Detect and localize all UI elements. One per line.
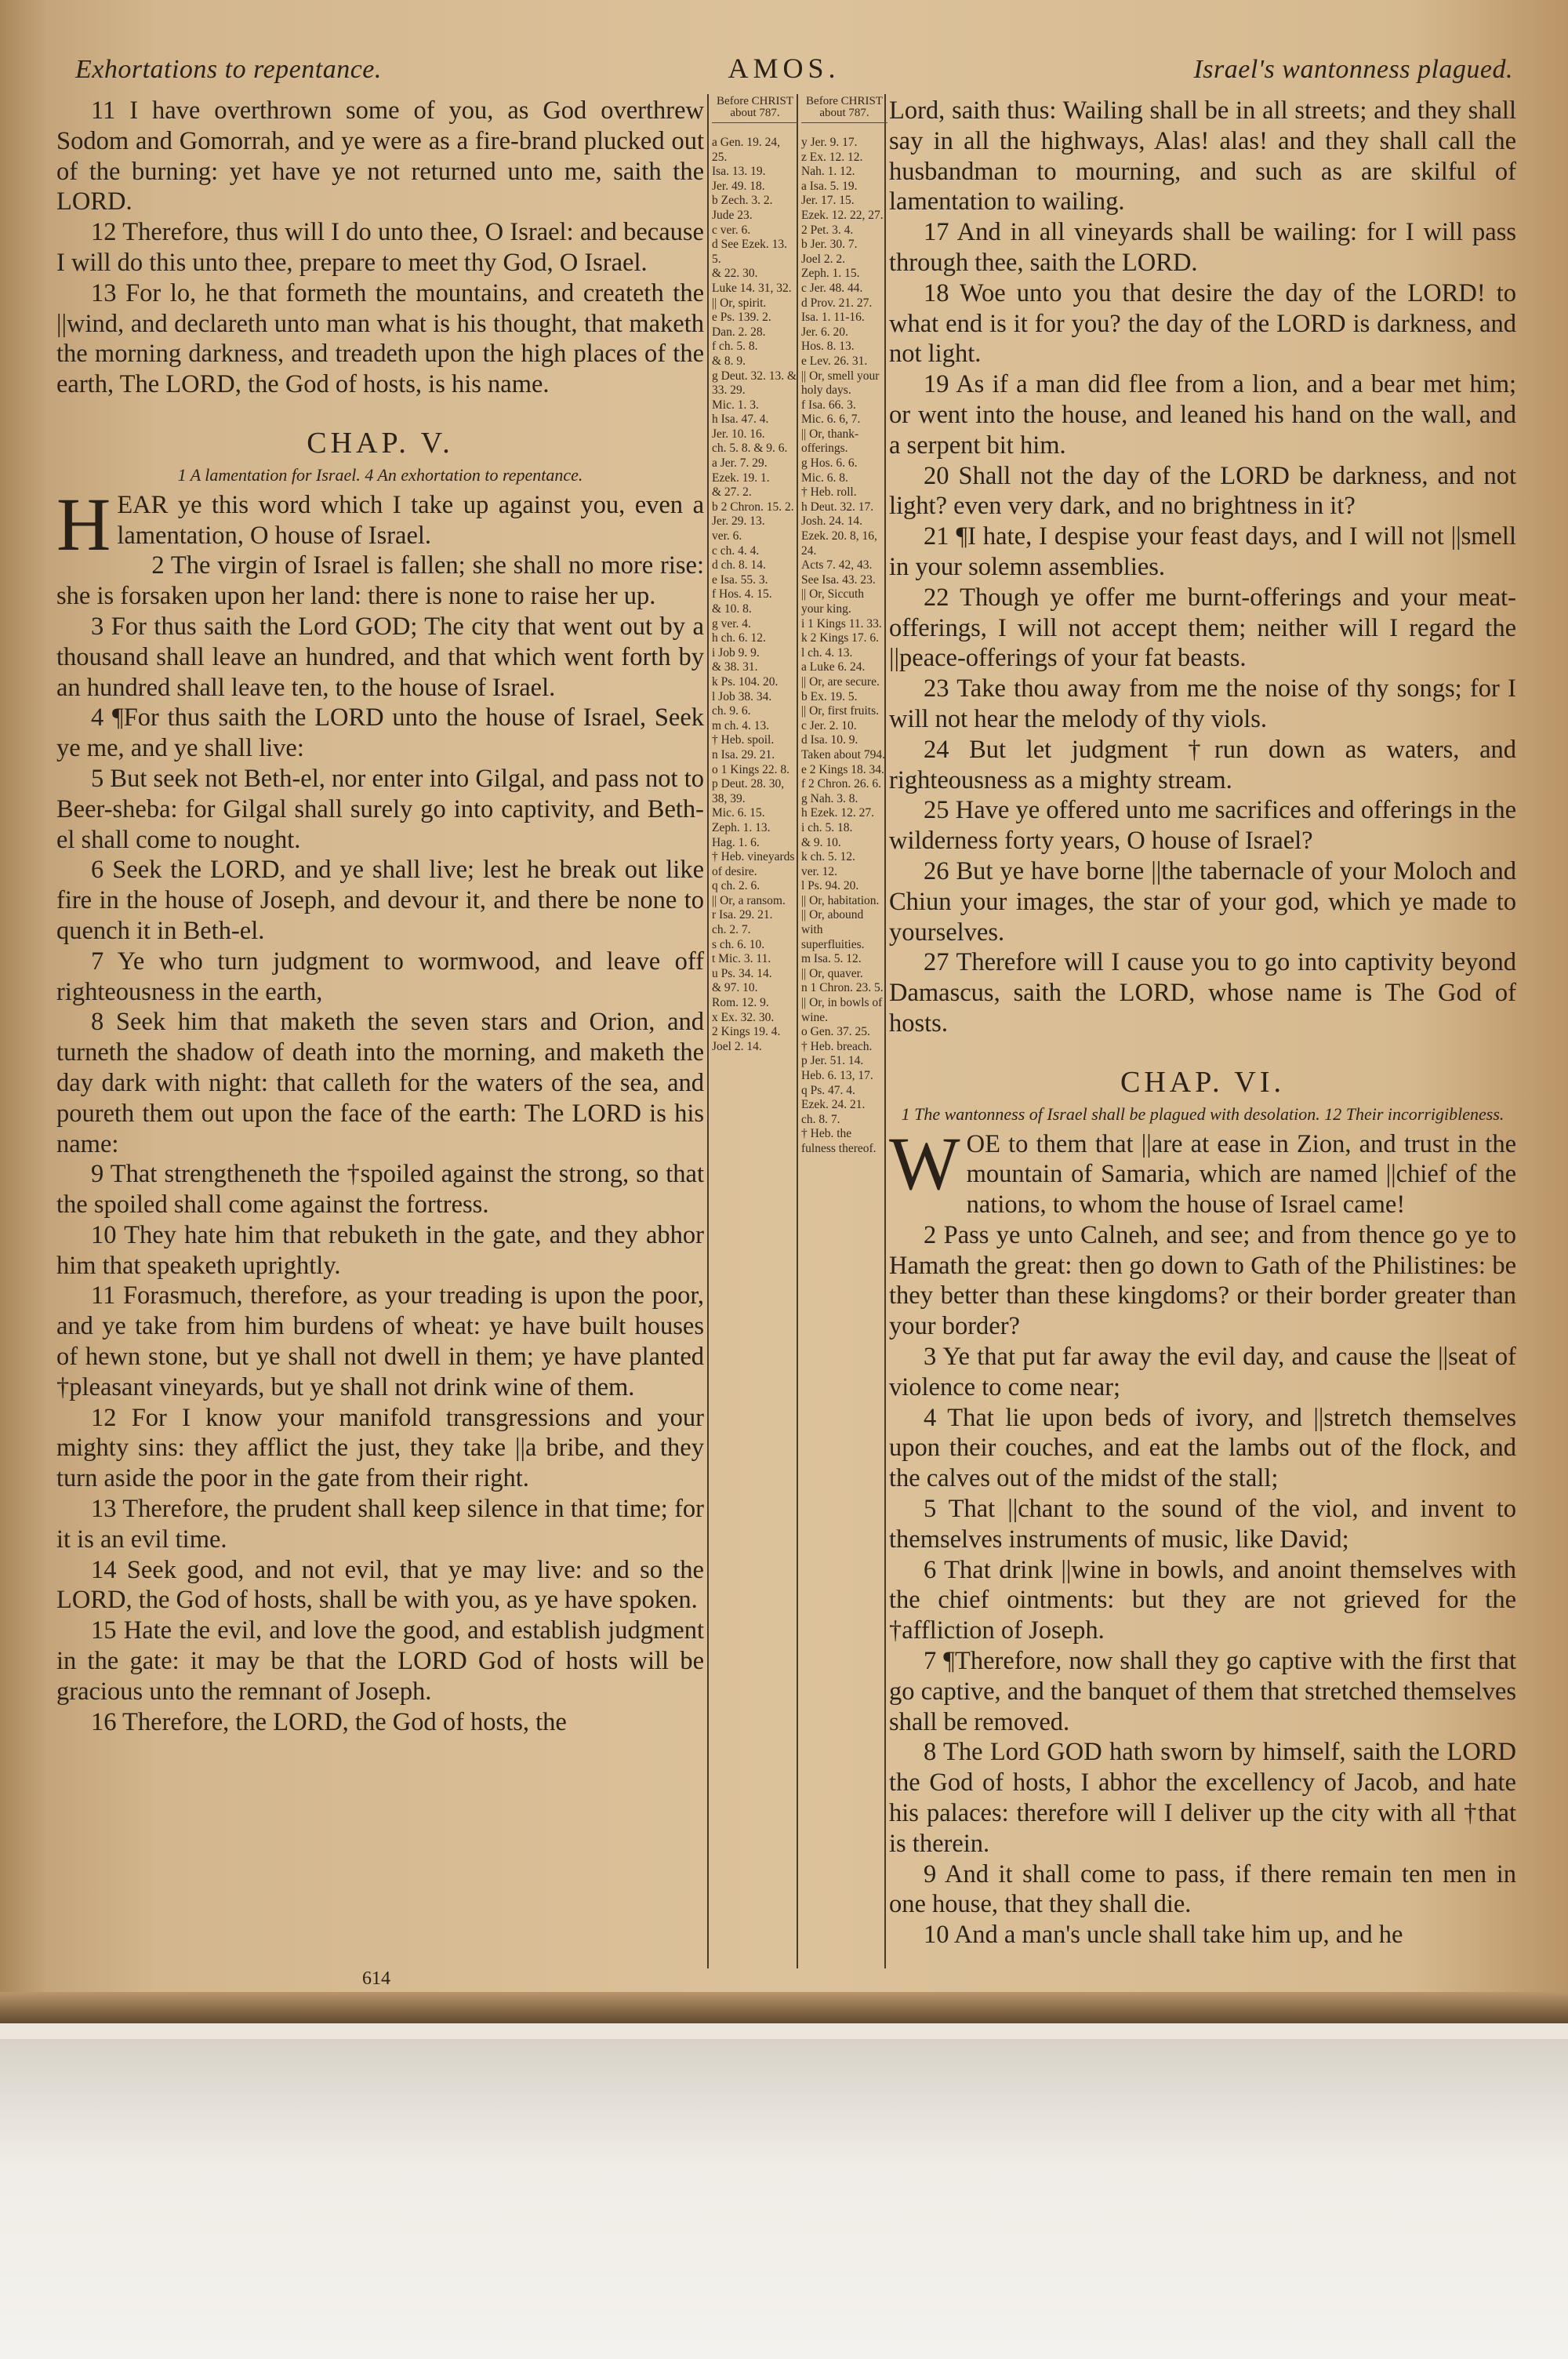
margin-reference: ch. 2. 7. — [712, 923, 751, 937]
margin-reference: & 97. 10. — [712, 981, 758, 995]
margin-reference: & 38. 31. — [712, 660, 758, 674]
margin-reference: f 2 Chron. 26. 6. — [801, 777, 882, 791]
margin-reference: Zeph. 1. 15. — [801, 267, 860, 281]
margin-reference: Zeph. 1. 13. — [712, 820, 771, 834]
margin-reference: Taken about 794. — [801, 747, 885, 761]
margin-reference: u Ps. 34. 14. — [712, 966, 772, 980]
margin-reference: n 1 Chron. 23. 5. — [801, 981, 884, 995]
verse: 9 And it shall come to pass, if there remain ten men in one house, that they shall die. — [889, 1859, 1516, 1919]
verse: 8 The Lord GOD hath sworn by himself, saith the LORD the God of hosts, I abhor the excellency of Jacob, and hate his palaces: therefore will I deliver up the city with all †that is therein. — [889, 1738, 1516, 1858]
margin-reference: f Isa. 66. 3. — [801, 398, 856, 412]
before-christ-label: Before CHRIST about 787. — [801, 96, 887, 123]
verse: 21 ¶I hate, I despise your feast days, and I will not ||smell in your solemn assemblies. — [889, 522, 1516, 581]
margin-reference: † Heb. spoil. — [712, 733, 775, 747]
margin-reference: Dan. 2. 28. — [712, 325, 766, 339]
running-head-left: Exhortations to repentance. — [75, 55, 382, 84]
margin-reference: Jer. 17. 15. — [801, 194, 855, 208]
margin-reference: d ch. 8. 14. — [712, 558, 766, 572]
margin-reference: n Isa. 29. 21. — [712, 747, 775, 761]
margin-reference: Ezek. 20. 8, 16, 24. — [801, 529, 877, 558]
margin-reference: f ch. 5. 8. — [712, 340, 758, 354]
verse-text: OE to them that ||are at ease in Zion, and trust in the mountain of Samaria, which are named ||chief of the nations, to whom the house of Israel came! — [966, 1129, 1516, 1219]
margin-reference: k Ps. 104. 20. — [712, 674, 779, 689]
margin-reference: s ch. 6. 10. — [712, 937, 765, 951]
margin-reference: z Ex. 12. 12. — [801, 150, 863, 164]
margin-reference: i Job 9. 9. — [712, 645, 760, 660]
verse: 9 That strengtheneth the †spoiled against the strong, so that the spoiled shall come against the fortress. — [56, 1160, 704, 1219]
margin-reference: b Zech. 3. 2. — [712, 194, 773, 208]
chapter-synopsis: 1 The wantonness of Israel shall be plagued with desolation. 12 Their incorrigibleness. — [901, 1103, 1504, 1124]
verse: 2 Pass ye unto Calneh, and see; and from thence go ye to Hamath the great: then go down to Gath of the Philistines: be they better than these kingdoms? or their border greater than your border? — [889, 1220, 1516, 1341]
margin-reference: g Hos. 6. 6. — [801, 456, 858, 471]
margin-reference: k 2 Kings 17. 6. — [801, 631, 880, 645]
column-rule — [707, 94, 709, 1968]
verse: 7 ¶Therefore, now shall they go captive with the first that go captive, and the banquet of them that stretched themselves shall be removed. — [889, 1647, 1516, 1736]
margin-reference: b Ex. 19. 5. — [801, 689, 858, 703]
verse-first — [889, 1121, 1516, 1220]
verse: 7 Ye who turn judgment to wormwood, and leave off righteousness in the earth, — [56, 947, 704, 1006]
verse: 18 Woe unto you that desire the day of the LORD! to what end is it for you? the day of the LORD is darkness, and not light. — [889, 278, 1516, 369]
verse: 12 Therefore, thus will I do unto thee, O Israel: and because I will do this unto thee, prepare to meet thy God, O Israel. — [56, 218, 704, 277]
left-text-column — [56, 96, 704, 1737]
margin-reference: o 1 Kings 22. 8. — [712, 762, 790, 776]
table-surface — [0, 2039, 1568, 2359]
margin-reference: ch. 5. 8. & 9. 6. — [712, 442, 788, 456]
margin-reference: † Heb. vineyards of desire. — [712, 850, 795, 878]
margin-reference: h Ezek. 12. 27. — [801, 806, 874, 820]
verse: 6 Seek the LORD, and ye shall live; lest he break out like fire in the house of Joseph, and devour it, and there be none to quench it in Beth-el. — [56, 856, 704, 945]
margin-reference: a Jer. 7. 29. — [712, 456, 768, 471]
verse-first — [56, 482, 704, 566]
verse: 19 As if a man did flee from a lion, and a bear met him; or went into the house, and leaned his hand on the wall, and a serpent bit him. — [889, 370, 1516, 460]
margin-reference: e Ps. 139. 2. — [712, 311, 771, 325]
margin-reference: m ch. 4. 13. — [712, 718, 770, 732]
margin-reference: & 8. 9. — [712, 354, 746, 368]
running-head-center: AMOS. — [728, 53, 840, 84]
verse: 4 That lie upon beds of ivory, and ||stretch themselves upon their couches, and eat the lambs out of the flock, and the calves out of the midst of the stall; — [889, 1403, 1516, 1493]
margin-reference: m Isa. 5. 12. — [801, 952, 862, 966]
margin-reference: c Jer. 48. 44. — [801, 281, 863, 295]
reference-list — [712, 136, 798, 1054]
margin-reference: Nah. 1. 12. — [801, 165, 855, 179]
margin-reference: Jer. 29. 13. — [712, 514, 765, 529]
margin-reference: c ver. 6. — [712, 223, 751, 237]
verse: 11 Forasmuch, therefore, as your treading is upon the poor, and ye take from him burdens of wheat: ye have built houses of hewn stone, but ye shall not dwell in them; ye have planted †pleasant vineyards, but ye shall not drink wine of them. — [56, 1281, 704, 1401]
margin-reference: || Or, are secure. — [801, 674, 880, 689]
margin-reference: ver. 12. — [801, 864, 838, 878]
margin-reference: t Mic. 3. 11. — [712, 952, 771, 966]
margin-reference: Jer. 49. 18. — [712, 179, 765, 193]
margin-reference: Joel 2. 14. — [712, 1039, 762, 1053]
chapter-heading-6: CHAP. VI. — [1120, 1065, 1286, 1099]
margin-reference: Ezek. 12. 22, 27. — [801, 208, 884, 222]
verse: 8 Seek him that maketh the seven stars and Orion, and turneth the shadow of death into the morning, and maketh the day dark with night: that calleth for the waters of the sea, and poureth them out upon the face of the earth: The LORD is his name: — [56, 1008, 704, 1158]
margin-reference: Mic. 6. 8. — [801, 471, 848, 485]
margin-reference: Heb. 6. 13, 17. — [801, 1069, 873, 1082]
drop-cap: H — [56, 482, 111, 566]
margin-reference: & 10. 8. — [712, 602, 752, 616]
verse: 23 Take thou away from me the noise of thy songs; for I will not hear the melody of thy viols. — [889, 674, 1516, 733]
verse: 16 Therefore, the LORD, the God of hosts, the — [91, 1707, 567, 1736]
margin-reference: Jer. 10. 16. — [712, 427, 765, 441]
right-margin-references — [801, 96, 887, 1157]
left-margin-references — [712, 96, 798, 1054]
margin-reference: † Heb. breach. — [801, 1039, 873, 1053]
verse: 13 Therefore, the prudent shall keep silence in that time; for it is an evil time. — [56, 1495, 704, 1554]
verse: 22 Though ye offer me burnt-offerings and your meat-offerings, I will not accept them; neither will I regard the ||peace-offerings of your fat beasts. — [889, 583, 1516, 673]
margin-reference: d Isa. 10. 9. — [801, 733, 858, 747]
margin-reference: a Luke 6. 24. — [801, 660, 866, 674]
margin-reference: Rom. 12. 9. — [712, 996, 769, 1010]
margin-reference: Mic. 6. 15. — [712, 806, 765, 820]
margin-reference: x Ex. 32. 30. — [712, 1010, 775, 1024]
reference-list — [801, 136, 887, 1157]
verse: 3 For thus saith the Lord GOD; The city that went out by a thousand shall leave an hundred, and that which went forth by an hundred shall leave ten, to the house of Israel. — [56, 612, 704, 702]
margin-reference: i 1 Kings 11. 33. — [801, 616, 882, 631]
margin-reference: || Or, first fruits. — [801, 704, 880, 718]
margin-reference: d See Ezek. 13. 5. — [712, 238, 787, 266]
margin-reference: Isa. 13. 19. — [712, 165, 766, 179]
margin-reference: o Gen. 37. 25. — [801, 1025, 870, 1039]
margin-reference: a Gen. 19. 24, 25. — [712, 136, 780, 164]
margin-reference: Luke 14. 31, 32. — [712, 281, 792, 295]
chapter-heading-5: CHAP. V. — [307, 426, 454, 460]
margin-reference: a Isa. 5. 19. — [801, 179, 858, 193]
margin-reference: || Or, thank-offerings. — [801, 427, 859, 456]
verse: 24 But let judgment †run down as waters, and righteousness as a mighty stream. — [889, 735, 1516, 794]
margin-reference: g ver. 4. — [712, 616, 751, 631]
margin-reference: l Ps. 94. 20. — [801, 879, 859, 893]
margin-reference: 2 Pet. 3. 4. — [801, 223, 854, 237]
margin-reference: || Or, habitation. — [801, 893, 880, 907]
running-head-right: Israel's wantonness plagued. — [1193, 55, 1513, 84]
margin-reference: Mic. 1. 3. — [712, 398, 759, 412]
margin-reference: † Heb. the fulness thereof. — [801, 1127, 877, 1155]
verse: 5 That ||chant to the sound of the viol, and invent to themselves instruments of music, like David; — [889, 1495, 1516, 1554]
verse: 26 But ye have borne ||the tabernacle of your Moloch and Chiun your images, the star of your god, which ye made to yourselves. — [889, 856, 1516, 947]
margin-reference: e Lev. 26. 31. — [801, 354, 868, 368]
verse: 10 They hate him that rebuketh in the gate, and they abhor him that speaketh uprightly. — [56, 1220, 704, 1280]
margin-reference: Isa. 1. 11-16. — [801, 311, 865, 325]
margin-reference: g Nah. 3. 8. — [801, 791, 858, 805]
verse: 17 And in all vineyards shall be wailing: for I will pass through thee, saith the LORD. — [889, 218, 1516, 277]
drop-cap: W — [889, 1121, 960, 1205]
verse: 11 I have overthrown some of you, as God overthrew Sodom and Gomorrah, and ye were as a fire-brand plucked out of the burning: yet have ye not returned unto me, saith the LORD. — [56, 96, 704, 216]
margin-reference: See Isa. 43. 23. — [801, 572, 876, 587]
verse: 10 And a man's uncle shall take him up, and he — [924, 1921, 1403, 1950]
margin-reference: Joel 2. 2. — [801, 252, 845, 266]
page-edge — [0, 1992, 1568, 2023]
margin-reference: k ch. 5. 12. — [801, 850, 855, 864]
margin-reference: h ch. 6. 12. — [712, 631, 766, 645]
margin-reference: b 2 Chron. 15. 2. — [712, 500, 794, 514]
margin-reference: p Jer. 51. 14. — [801, 1054, 864, 1068]
margin-reference: r Isa. 29. 21. — [712, 908, 773, 922]
verse: Lord, saith thus: Wailing shall be in all streets; and they shall say in all the highways, Alas! alas! and they shall call the husbandman to mourning, and such as are skilful of lamentation to wailing. — [889, 96, 1516, 216]
verse: 12 For I know your manifold transgressions and your mighty sins: they afflict the just, they take ||a bribe, and they turn aside the poor in the gate from their right. — [56, 1403, 704, 1493]
verse: 6 That drink ||wine in bowls, and anoint themselves with the chief ointments: but they are not grieved for the †affliction of Joseph. — [889, 1555, 1516, 1645]
margin-reference: † Heb. roll. — [801, 485, 857, 500]
margin-reference: q Ps. 47. 4. — [801, 1083, 855, 1097]
margin-reference: ch. 8. 7. — [801, 1112, 840, 1126]
margin-reference: e Isa. 55. 3. — [712, 572, 768, 587]
verse: 4 ¶For thus saith the LORD unto the house of Israel, Seek ye me, and ye shall live: — [56, 703, 704, 763]
margin-reference: h Isa. 47. 4. — [712, 413, 769, 427]
margin-reference: || Or, abound with superfluities. — [801, 908, 865, 951]
margin-reference: Hag. 1. 6. — [712, 835, 760, 849]
verse: 27 Therefore will I cause you to go into captivity beyond Damascus, saith the LORD, whose name is The God of hosts. — [889, 948, 1516, 1038]
margin-reference: || Or, smell your holy days. — [801, 369, 880, 398]
margin-reference: l ch. 4. 13. — [801, 645, 853, 660]
margin-reference: q ch. 2. 6. — [712, 879, 760, 893]
margin-reference: b Jer. 30. 7. — [801, 238, 858, 252]
margin-reference: c Jer. 2. 10. — [801, 718, 857, 732]
margin-reference: Mic. 6. 6, 7. — [801, 413, 861, 427]
margin-reference: || Or, in bowls of wine. — [801, 996, 883, 1024]
verse: 15 Hate the evil, and love the good, and establish judgment in the gate: it may be that the LORD God of hosts will be gracious unto the remnant of Joseph. — [56, 1616, 704, 1706]
margin-reference: d Prov. 21. 27. — [801, 296, 873, 310]
margin-reference: Jude 23. — [712, 208, 753, 222]
margin-reference: Josh. 24. 14. — [801, 514, 862, 529]
verse: 3 Ye that put far away the evil day, and cause the ||seat of violence to come near; — [889, 1343, 1516, 1401]
margin-reference: 2 Kings 19. 4. — [712, 1025, 781, 1039]
margin-reference: || Or, Siccuth your king. — [801, 587, 865, 616]
margin-reference: || Or, a ransom. — [712, 893, 786, 907]
margin-reference: Hos. 8. 13. — [801, 340, 855, 354]
margin-reference: l Job 38. 34. — [712, 689, 772, 703]
margin-reference: c ch. 4. 4. — [712, 543, 760, 558]
verse: 2 The virgin of Israel is fallen; she shall no more rise: she is forsaken upon her land: there is none to raise her up. — [56, 551, 704, 611]
right-text-column — [889, 96, 1516, 1950]
margin-reference: || Or, quaver. — [801, 966, 863, 980]
margin-reference: ch. 9. 6. — [712, 704, 751, 718]
page-number: 614 — [362, 1968, 390, 1989]
margin-reference: || Or, spirit. — [712, 296, 767, 310]
verse: 5 But seek not Beth-el, nor enter into Gilgal, and pass not to Beer-sheba: for Gilgal shall surely go into captivity, and Beth-el shall come to nought. — [56, 764, 704, 854]
margin-reference: & 22. 30. — [712, 267, 758, 281]
margin-reference: p Deut. 28. 30, 38, 39. — [712, 777, 785, 805]
margin-reference: f Hos. 4. 15. — [712, 587, 772, 602]
verse: 13 For lo, he that formeth the mountains, and createth the ||wind, and declareth unto man what is his thought, that maketh the morning darkness, and treadeth upon the high places of the earth, The LORD, the God of hosts, is his name. — [56, 278, 704, 399]
verse: 14 Seek good, and not evil, that ye may live: and so the LORD, the God of hosts, shall be with you, as ye have spoken. — [56, 1555, 704, 1615]
verse: 20 Shall not the day of the LORD be darkness, and not light? even very dark, and no brightness in it? — [889, 461, 1516, 521]
before-christ-label: Before CHRIST about 787. — [712, 96, 798, 123]
margin-reference: g Deut. 32. 13. & 33. 29. — [712, 369, 797, 398]
margin-reference: i ch. 5. 18. — [801, 820, 853, 834]
margin-reference: & 9. 10. — [801, 835, 841, 849]
margin-reference: & 27. 2. — [712, 485, 752, 500]
margin-reference: y Jer. 9. 17. — [801, 136, 858, 149]
margin-reference: Acts 7. 42, 43. — [801, 558, 873, 572]
margin-reference: h Deut. 32. 17. — [801, 500, 874, 514]
margin-reference: Ezek. 19. 1. — [712, 471, 770, 485]
verse: 25 Have ye offered unto me sacrifices and offerings in the wilderness forty years, O house of Israel? — [889, 796, 1516, 856]
margin-reference: e 2 Kings 18. 34. — [801, 762, 884, 776]
verse-text: EAR ye this word which I take up against you, even a lamentation, O house of Israel. — [117, 490, 704, 550]
margin-reference: Jer. 6. 20. — [801, 325, 848, 339]
chapter-synopsis: 1 A lamentation for Israel. 4 An exhortation to repentance. — [177, 464, 583, 485]
margin-reference: ver. 6. — [712, 529, 742, 543]
margin-reference: Ezek. 24. 21. — [801, 1098, 866, 1112]
